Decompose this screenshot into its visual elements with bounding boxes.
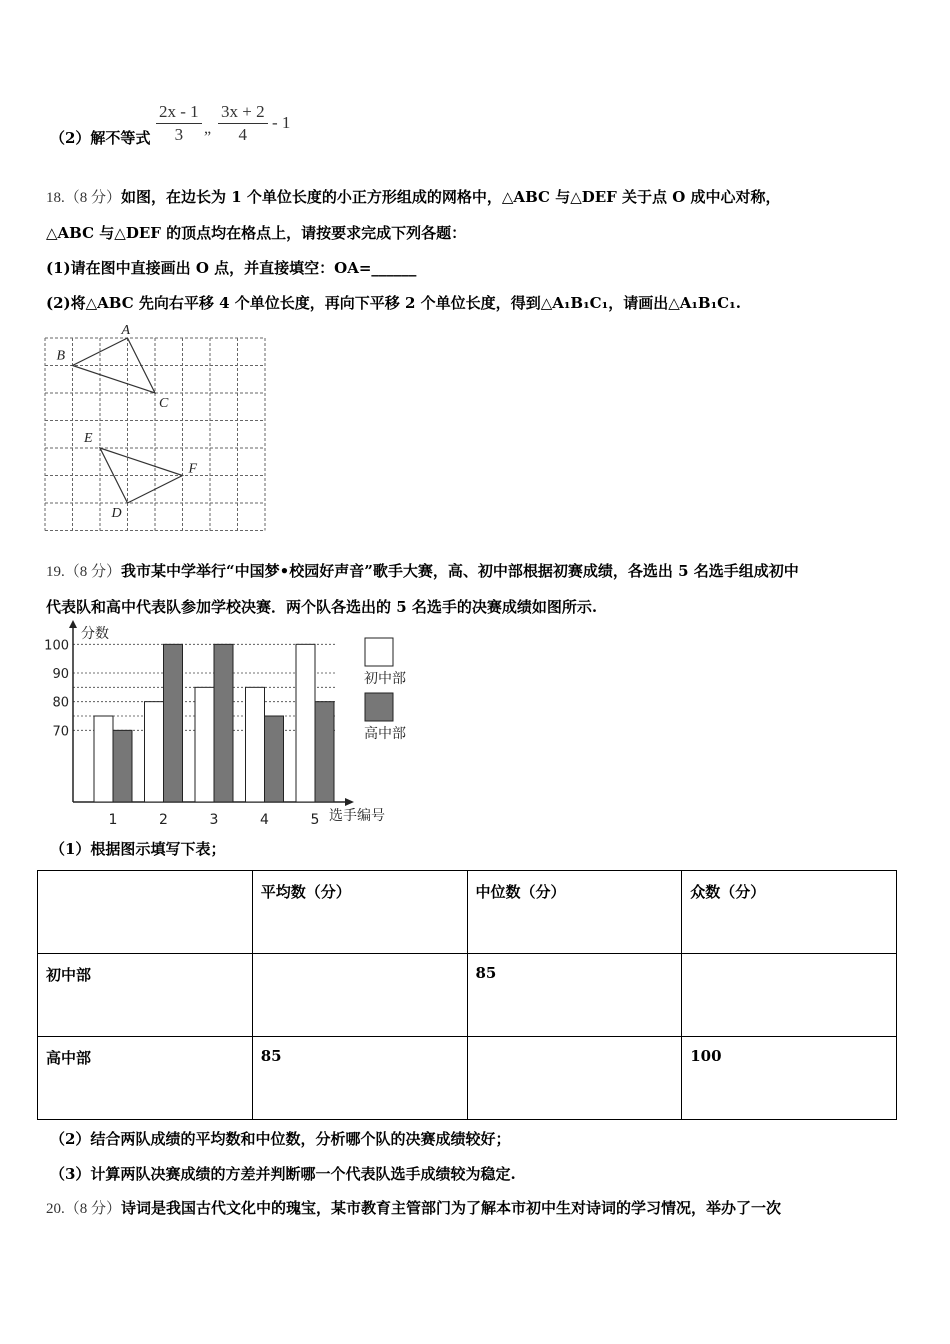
q19-sub1: （1）根据图示填写下表； bbox=[50, 840, 226, 858]
y-tick-label: 90 bbox=[52, 667, 69, 682]
score-table bbox=[37, 870, 897, 1120]
table-cell: 高中部 bbox=[38, 1037, 253, 1120]
point-label-e: E bbox=[84, 431, 93, 446]
q18-number: 18. bbox=[46, 190, 65, 206]
x-tick-label: 1 bbox=[108, 812, 118, 828]
table-cell: 初中部 bbox=[38, 954, 253, 1037]
fraction-2 bbox=[218, 101, 268, 146]
bar-junior-4 bbox=[246, 687, 265, 802]
x-axis-arrow bbox=[345, 798, 354, 806]
legend-swatch bbox=[365, 638, 393, 666]
q19-line2: 代表队和高中代表队参加学校决赛．两个队各选出的 5 名选手的决赛成绩如图所示. bbox=[46, 598, 598, 616]
point-label-d: D bbox=[111, 506, 122, 521]
inequality-tail: - 1 bbox=[272, 113, 291, 132]
y-axis-label: 分数 bbox=[81, 626, 109, 642]
table-cell: 85 bbox=[252, 1037, 467, 1120]
x-tick-label: 2 bbox=[159, 812, 168, 828]
q19-text-1: 我市某中学举行“中国梦•校园好声音”歌手大赛，高、初中部根据初赛成绩，各选出 5 名选手组成初中 bbox=[121, 562, 799, 580]
legend-swatch bbox=[365, 693, 393, 721]
x-axis-label: 选手编号 bbox=[329, 808, 385, 824]
bar-junior-3 bbox=[195, 687, 214, 802]
q18-grid-figure bbox=[40, 325, 272, 537]
bar-senior-2 bbox=[164, 644, 183, 802]
q18-text-1: 如图，在边长为 1 个单位长度的小正方形组成的网格中，△ABC 与△DEF 关于点 O 成中心对称， bbox=[121, 188, 781, 206]
table-header-cell: 众数（分） bbox=[682, 871, 897, 954]
point-label-f: F bbox=[188, 461, 198, 477]
q19-number: 19. bbox=[46, 564, 65, 580]
q19-sub3: （3）计算两队决赛成绩的方差并判断哪一个代表队选手成绩较为稳定. bbox=[50, 1165, 516, 1183]
table-cell: 100 bbox=[682, 1037, 897, 1120]
bar-junior-5 bbox=[296, 644, 315, 802]
table-header-cell bbox=[38, 871, 253, 954]
fraction-1-denominator: 3 bbox=[174, 125, 184, 144]
bar-senior-5 bbox=[315, 702, 334, 802]
q18-score: （8 分） bbox=[64, 190, 122, 206]
table-row bbox=[38, 954, 897, 1037]
point-label-a: A bbox=[121, 325, 131, 338]
q20-score: （8 分） bbox=[64, 1201, 122, 1217]
y-tick-label: 70 bbox=[52, 724, 69, 740]
table-header-cell: 中位数（分） bbox=[467, 871, 682, 954]
table-header-row bbox=[38, 871, 897, 954]
bar-senior-4 bbox=[265, 716, 284, 802]
bar-senior-3 bbox=[214, 644, 233, 802]
q20-line1 bbox=[46, 1197, 781, 1220]
bar-junior-1 bbox=[94, 716, 113, 802]
table-header-cell: 平均数（分） bbox=[252, 871, 467, 954]
fraction-1-numerator: 2x - 1 bbox=[156, 101, 202, 124]
table-row bbox=[38, 1037, 897, 1120]
bar-junior-2 bbox=[145, 702, 164, 802]
table-cell: 85 bbox=[467, 954, 682, 1037]
x-tick-label: 3 bbox=[209, 812, 219, 828]
score-bar-chart bbox=[40, 620, 430, 830]
legend-label: 初中部 bbox=[364, 671, 406, 687]
y-axis-arrow bbox=[69, 620, 77, 628]
q18-item2: (2)将△ABC 先向右平移 4 个单位长度，再向下平移 2 个单位长度，得到△A₁B₁C₁，请画出△A₁B₁C₁. bbox=[46, 294, 741, 312]
x-tick-label: 5 bbox=[310, 812, 320, 828]
legend-label: 高中部 bbox=[364, 726, 406, 742]
fraction-2-numerator: 3x + 2 bbox=[218, 101, 268, 124]
table-cell bbox=[682, 954, 897, 1037]
table-cell bbox=[252, 954, 467, 1037]
point-label-c: C bbox=[159, 396, 169, 411]
point-label-b: B bbox=[56, 348, 66, 364]
y-tick-label: 80 bbox=[52, 695, 69, 711]
q20-number: 20. bbox=[46, 1201, 65, 1217]
q20-text-1: 诗词是我国古代文化中的瑰宝，某市教育主管部门为了解本市初中生对诗词的学习情况，举办了一次 bbox=[121, 1199, 782, 1217]
inequality-sign: „ bbox=[204, 120, 212, 137]
fraction-2-denominator: 4 bbox=[238, 125, 248, 144]
q18-item1: (1)请在图中直接画出 O 点，并直接填空：OA=______ bbox=[46, 259, 417, 277]
q18-line2: △ABC 与△DEF 的顶点均在格点上，请按要求完成下列各题： bbox=[46, 224, 467, 242]
y-tick-label: 100 bbox=[44, 638, 69, 654]
x-tick-label: 4 bbox=[260, 812, 269, 828]
q19-sub2: （2）结合两队成绩的平均数和中位数，分析哪个队的决赛成绩较好； bbox=[50, 1130, 511, 1148]
table-cell bbox=[467, 1037, 682, 1120]
q17-part2-label: （2）解不等式 bbox=[50, 129, 151, 147]
fraction-1 bbox=[156, 101, 202, 146]
bar-senior-1 bbox=[113, 730, 132, 802]
q18-line1 bbox=[46, 186, 781, 209]
q19-line1 bbox=[46, 560, 799, 583]
q19-score: （8 分） bbox=[64, 564, 122, 580]
